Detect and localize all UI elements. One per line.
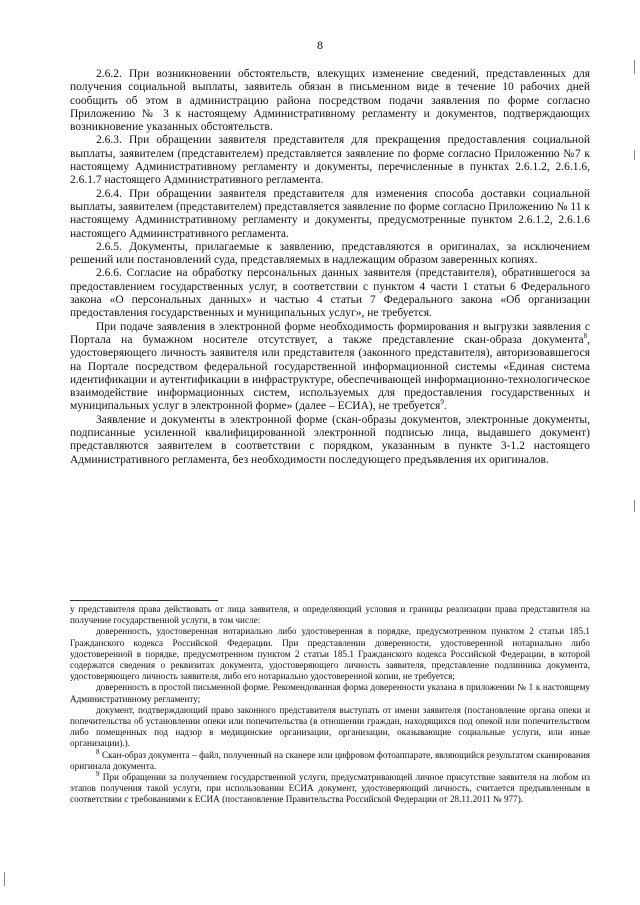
footnote-separator bbox=[70, 600, 218, 601]
scan-edge-mark bbox=[634, 60, 635, 74]
paragraph-electronic-documents: Заявление и документы в электронной форме (скан-образы документов, электронные документы, подписанные усиленной квалифицированной электронной подписью лица, выдавшего документ) представляются заявителем в соответствии с порядком, указанным в пункте 3-1.2 настоящего Административного регламента, без необходимости последующего предъявления их оригиналов. bbox=[70, 413, 590, 466]
footnote-list-item: документ, подтверждающий право законного представителя выступать от имени заявителя (постановление органа опеки и попечительства об установлении опеки или попечительства (в отношении граждан, находящихся под опекой или попечительством либо помещенных под надзор в медицинские организации, организации, оказывающие социальные услуги, или иные организации).). bbox=[70, 704, 590, 749]
footnote-mark-9: 9 bbox=[96, 769, 100, 778]
scan-edge-mark bbox=[634, 500, 635, 512]
paragraph-text: При подаче заявления в электронной форме необходимость формирования и выгрузки заявления с Портала на бумажном носителе отсутствует, а также представление скан-образа документа bbox=[70, 320, 590, 346]
footnote-9 bbox=[70, 769, 590, 806]
footnote-8 bbox=[70, 747, 590, 772]
footnote-text: Скан-образ документа – файл, полученный на сканере или цифровом фотоаппарате, являющийся результатом сканирования оригинала документа. bbox=[70, 749, 590, 771]
footnote-list-item: доверенность, удостоверенная нотариально либо удостоверенная в порядке, предусмотренном пунктом 2 статьи 185.1 Гражданского кодекса Российской Федерации. При представлении доверенности, удостоверенной нотариально либо удостоверенной в порядке, предусмотренном пунктом 2 статьи 185.1 Гражданского кодекса Российской Федерации, в которой содержатся сведения о реквизитах документа, удостоверяющего личность заявителя, представление подлинника документа, удостоверяющего личность заявителя, либо его нотариально удостоверенной копии, не требуется; bbox=[70, 626, 590, 682]
scan-edge-mark bbox=[4, 872, 5, 886]
footnote-ref-8: 8 bbox=[583, 332, 588, 341]
main-text bbox=[70, 68, 590, 467]
paragraph-2-6-2: 2.6.2. При возникновении обстоятельств, влекущих изменение сведений, представленных для получения социальной выплаты, заявитель обязан в письменном виде в течение 10 рабочих дней сообщить об этом в администрацию района посредством подачи заявления по форме согласно Приложению № 3 к настоящему Административному регламенту и документов, подтверждающих возникновение указанных обстоятельств. bbox=[70, 68, 590, 134]
footnote-mark-8: 8 bbox=[96, 747, 100, 756]
paragraph-2-6-3: 2.6.3. При обращении заявителя представителя для прекращения предоставления социальной выплаты, заявителем (представителем) представляется заявление по форме согласно Приложению №7 к настоящему Административному регламенту и документы, перечисленные в пунктах 2.6.1.2, 2.6.1.6, 2.6.1.7 настоящего Административного регламента. bbox=[70, 134, 590, 187]
paragraph-2-6-4: 2.6.4. При обращении заявителя представителя для изменения способа доставки социальной выплаты, заявителем (представителем) представляется заявление по форме согласно Приложению № 11 к настоящему Административному регламенту и документы, предусмотренные пунктом 2.6.1.2, 2.6.1.6 настоящего Административного регламента. bbox=[70, 187, 590, 240]
paragraph-2-6-5: 2.6.5. Документы, прилагаемые к заявлению, представляются в оригиналах, за исключением решений или постановлений суда, представляемых в надлежащим образом заверенных копиях. bbox=[70, 240, 590, 267]
paragraph-electronic-submission bbox=[70, 321, 590, 414]
scan-edge-mark bbox=[634, 150, 635, 160]
page-number: 8 bbox=[317, 38, 323, 52]
footnotes bbox=[70, 604, 590, 806]
footnote-text: При обращении за получением государственной услуги, предусматривающей личное присутствие заявителя на любом из этапов получения такой услуги, при использовании ЕСИА документ, удостоверяющий личность, считается предъявленным в соответствии с требованиями к ЕСИА (постановление Правительства Российской Федерации от 28.11.2011 № 977). bbox=[70, 772, 590, 805]
footnote-ref-9: 9 bbox=[440, 398, 444, 407]
footnote-list-item: доверенность в простой письменной форме. Рекомендованная форма доверенности указана в приложении № 1 к настоящему Административному регламенту; bbox=[70, 682, 590, 704]
footnote-continuation: у представителя права действовать от лица заявителя, и определяющий условия и границы реализации права представителя на получение государственной услуги, в том числе: bbox=[70, 604, 590, 626]
paragraph-2-6-6: 2.6.6. Согласие на обработку персональных данных заявителя (представителя), обратившегося за предоставлением государственных услуг, в соответствии с пунктом 4 части 1 статьи 6 Федерального закона «О персональных данных» и частью 4 статьи 7 Федерального закона «Об организации предоставления государственных и муниципальных услуг», не требуется. bbox=[70, 267, 590, 320]
paragraph-text: , удостоверяющего личность заявителя или представителя (законного представителя), авторизовавшегося на Портале посредством федеральной государственной информационной системы «Единая система идентификации и аутентификации в инфраструктуре, обеспечивающей информационно-технологическое взаимодействие информационных систем, используемых для предоставления государственных и муниципальных услуг в электронной форме» (далее – ЕСИА), не требуется bbox=[70, 333, 590, 413]
paragraph-text: . bbox=[443, 400, 447, 413]
